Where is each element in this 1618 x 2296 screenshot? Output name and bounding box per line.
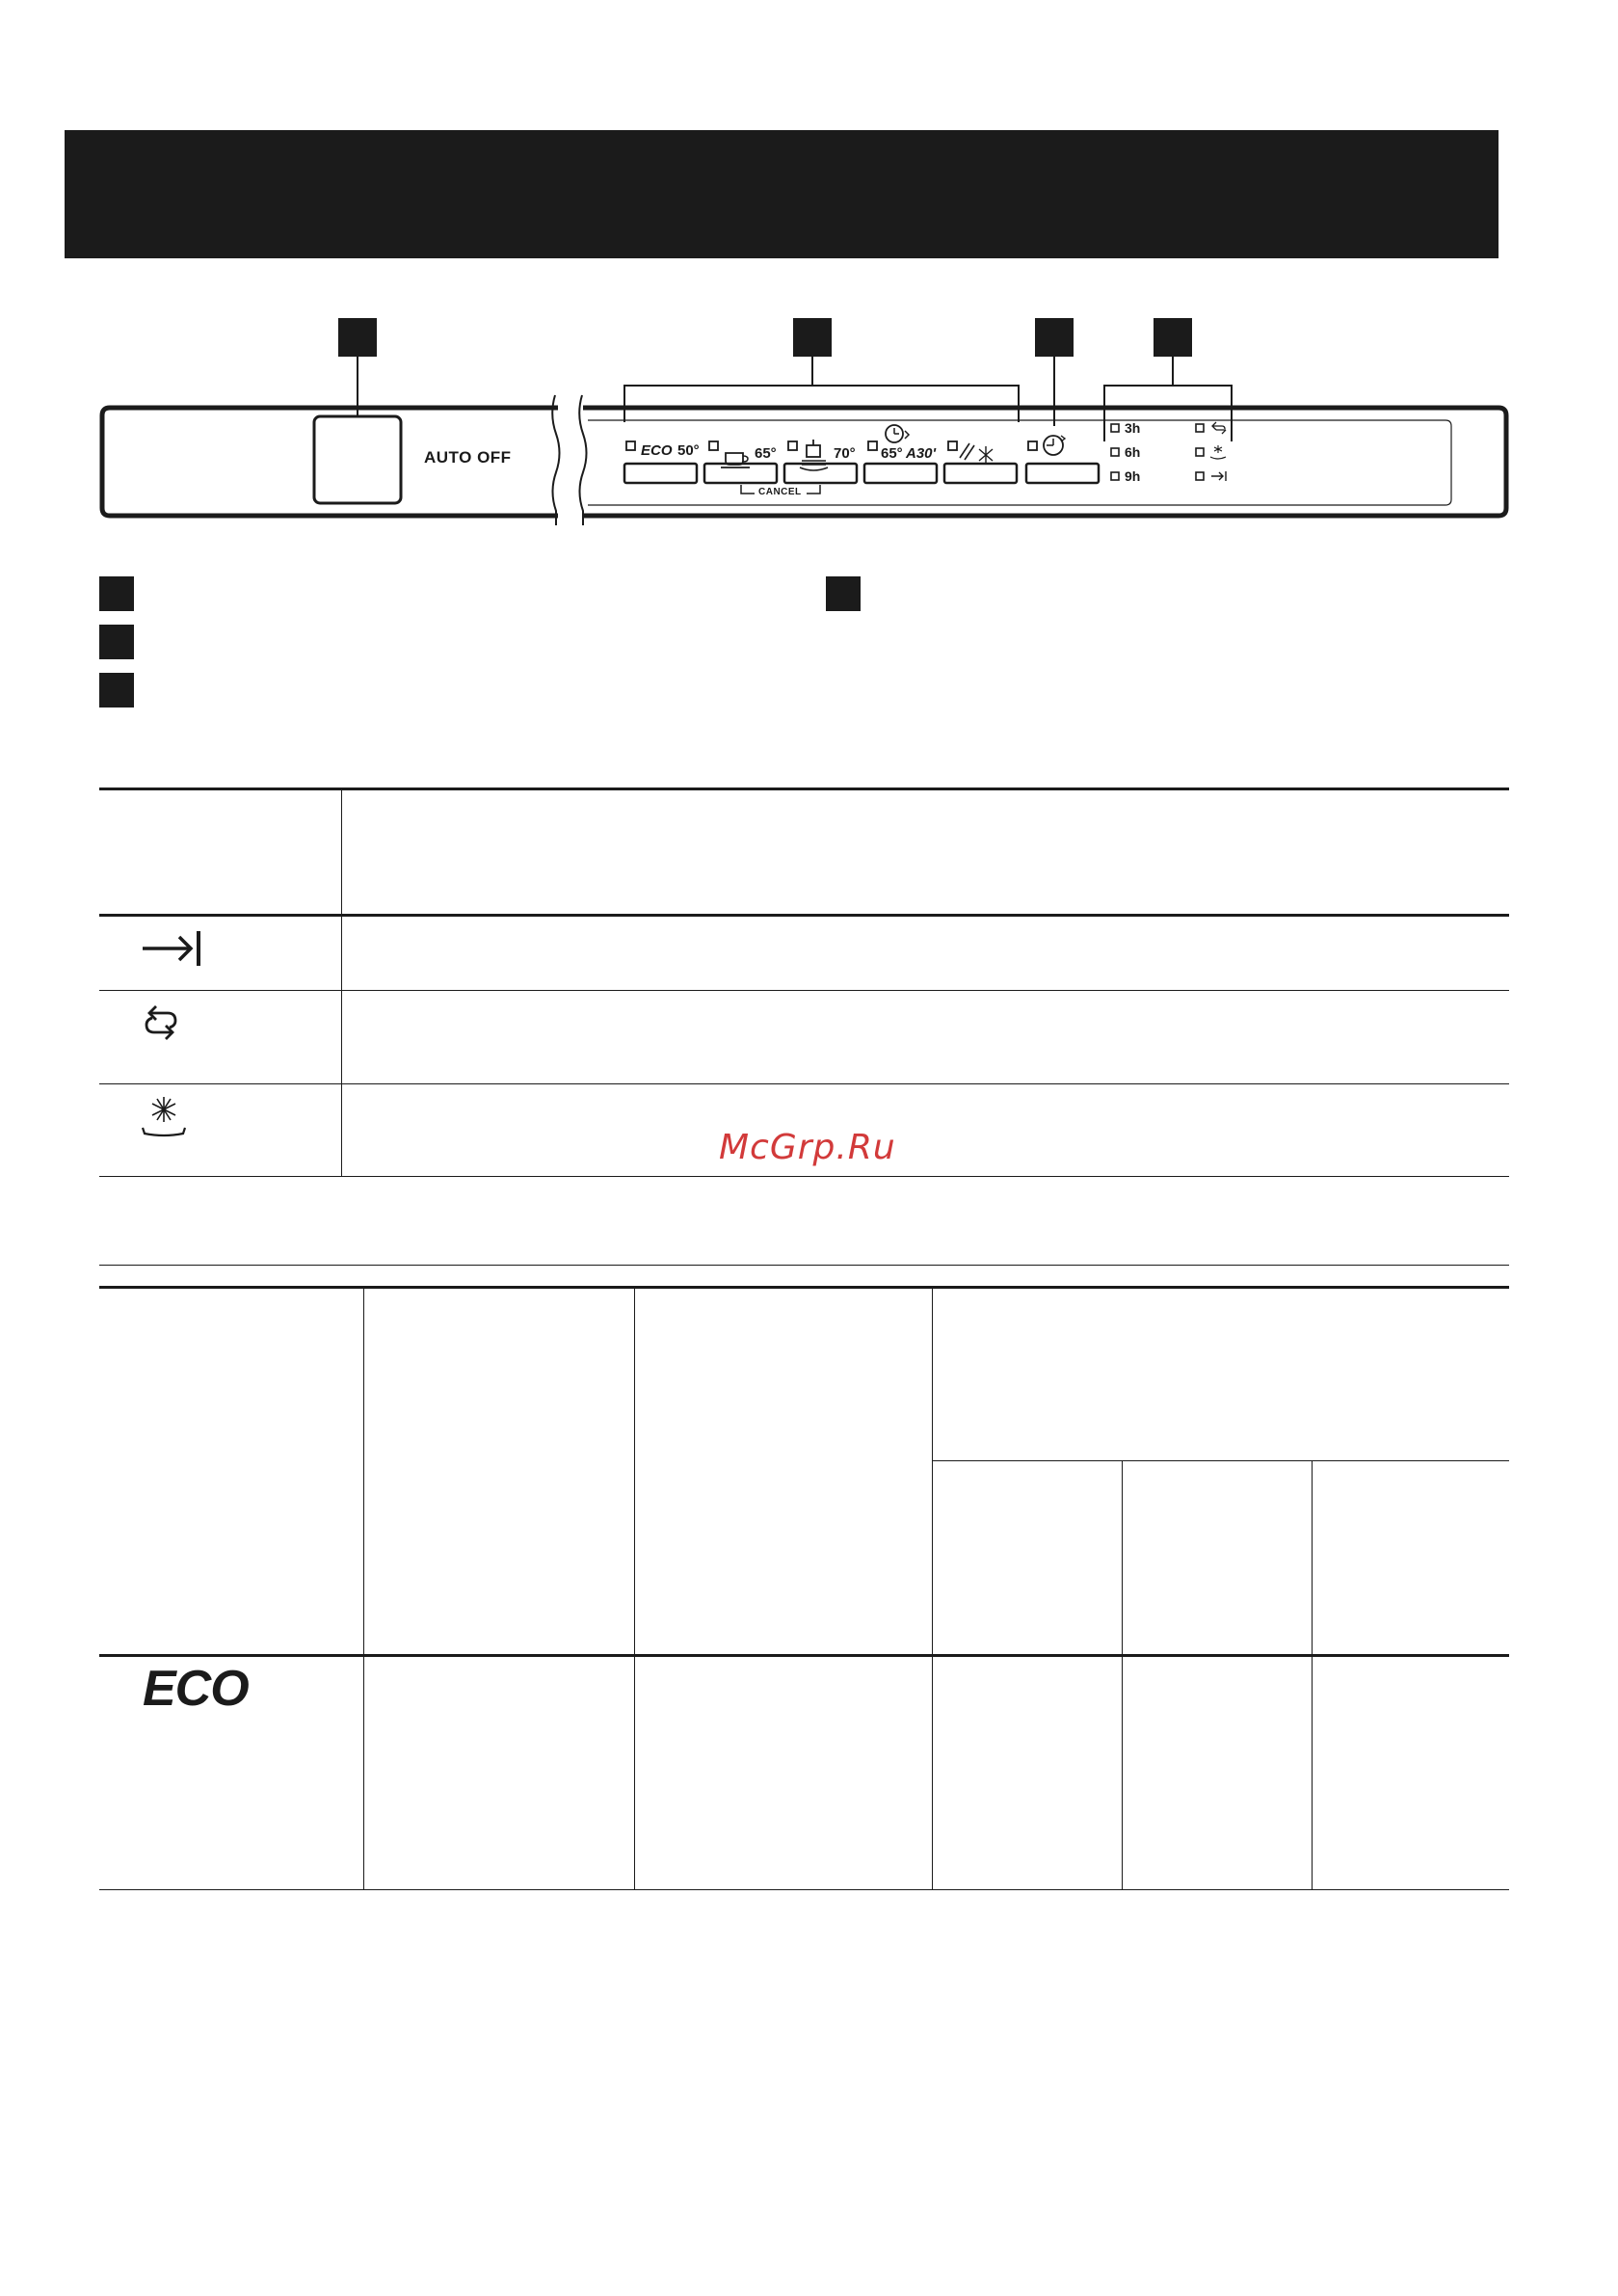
eco-program-temp: 50° (677, 442, 700, 459)
program-table-body-rule (99, 1654, 1509, 1657)
delay-option-3h: 3h (1125, 420, 1141, 436)
indicator-table-top-rule (99, 788, 1509, 790)
pot-program-temp: 70° (834, 445, 856, 462)
legend-marker-3 (99, 673, 134, 707)
program-table-column-divider (932, 1288, 933, 1889)
cancel-label: CANCEL (758, 487, 802, 497)
delay-option-9h: 9h (1125, 468, 1141, 484)
end-icon (135, 927, 212, 970)
quick-program-label: A30' (906, 445, 937, 462)
program-table-top-rule (99, 1265, 1509, 1266)
indicator-table-column-divider (341, 789, 342, 1177)
indicator-table-row-rule (99, 1083, 1509, 1084)
program-table-bottom-rule (99, 1889, 1509, 1890)
delay-option-6h: 6h (1125, 444, 1141, 460)
program-table-column-divider (634, 1288, 635, 1889)
program-table-column-divider (363, 1288, 364, 1889)
program-table-header-rule (99, 1286, 1509, 1289)
legend-marker-2 (99, 625, 134, 659)
control-panel-diagram (0, 0, 1618, 540)
salt-refill-icon (137, 999, 185, 1047)
auto-off-label: AUTO OFF (424, 448, 512, 467)
legend-marker-4 (826, 576, 861, 611)
intensive-program-temp: 65° (755, 445, 777, 462)
indicator-table-bottom-rule (99, 1176, 1509, 1177)
indicator-table-row-rule (99, 990, 1509, 991)
indicator-table-header-rule (99, 914, 1509, 917)
watermark-text: McGrp.Ru (719, 1128, 896, 1167)
program-table-subheader-rule (933, 1460, 1509, 1461)
program-table-column-divider (1122, 1461, 1123, 1889)
eco-program-logo: ECO (143, 1661, 249, 1717)
legend-marker-1 (99, 576, 134, 611)
program-table-column-divider (1312, 1461, 1313, 1889)
quick-program-temp: 65° (881, 445, 903, 462)
eco-program-label: ECO (641, 442, 673, 459)
rinse-aid-icon (137, 1093, 191, 1141)
